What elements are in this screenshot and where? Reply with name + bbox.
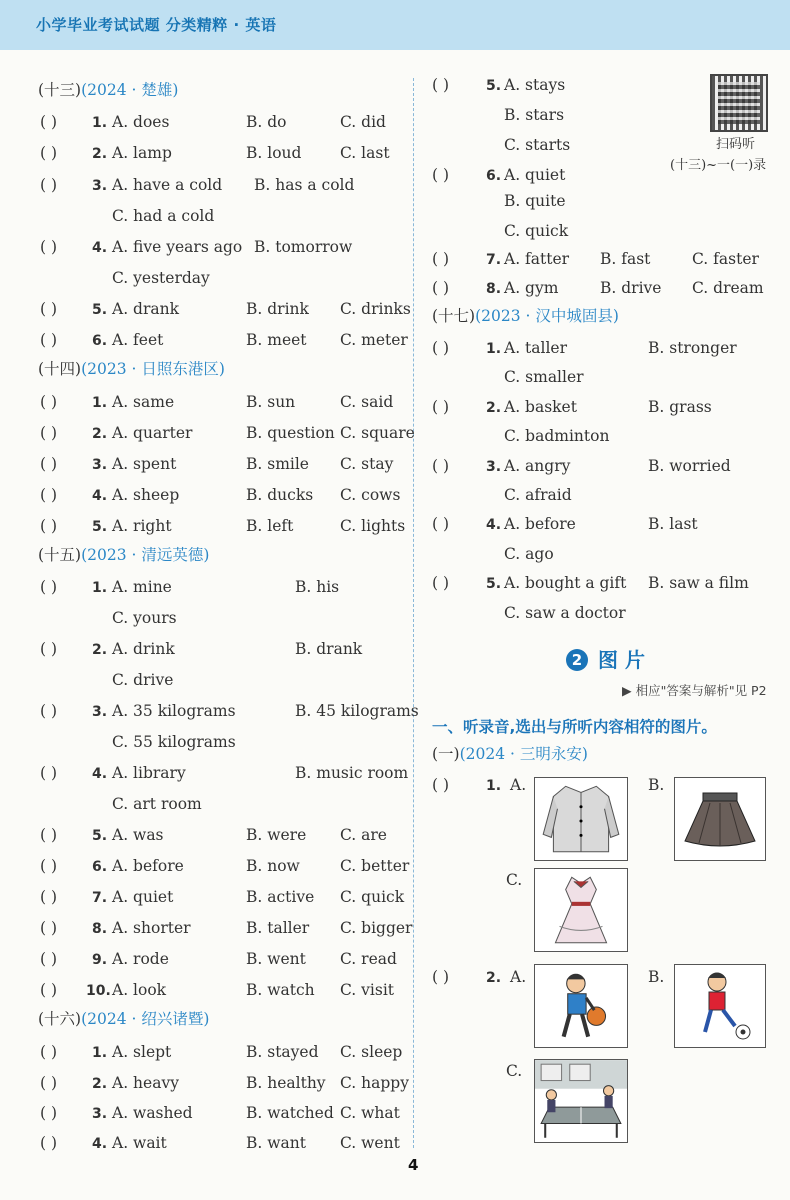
question-number: 5. [92,519,108,535]
option-a[interactable]: A. quiet [112,888,174,906]
option-a[interactable]: A. look [112,981,167,999]
answer-blank[interactable]: ( ) [432,398,450,416]
option-a[interactable]: A. stays [504,76,566,94]
option-a[interactable]: A. gym [504,279,559,297]
answer-blank[interactable]: ( ) [40,176,58,194]
option-c[interactable]: C. badminton [504,427,610,445]
option-a[interactable]: A. sheep [112,486,180,504]
section-source: (2024 · 绍兴诸暨) [81,1010,210,1028]
option-b[interactable]: B. music room [295,764,409,782]
section-label: (十四) [38,360,82,378]
question-row [40,1101,410,1125]
answer-blank[interactable]: ( ) [40,238,58,256]
question-number: 3. [92,1106,108,1122]
answer-blank[interactable]: ( ) [432,457,450,475]
option-c[interactable]: C. what [340,1104,400,1122]
page-header [0,0,790,50]
section-label: (十七) [432,307,476,325]
question-row [40,1131,410,1155]
option-c[interactable]: C. did [340,113,386,131]
option-a[interactable]: A. angry [504,457,571,475]
option-b[interactable]: B. has a cold [254,176,355,194]
option-a[interactable]: A. slept [112,1043,172,1061]
question-row [432,336,790,360]
picture-option-label[interactable]: A. [510,968,527,986]
option-b[interactable]: B. stronger [648,339,737,357]
option-a[interactable]: A. library [112,764,186,782]
option-a[interactable]: A. mine [112,578,172,596]
option-c[interactable]: C. happy [340,1074,409,1092]
section-label: (一) [432,745,460,763]
question-row [40,1040,410,1064]
section-header [38,1007,209,1031]
answer-blank[interactable]: ( ) [432,776,450,794]
question-number: 4. [486,517,502,533]
section-source: (2023 · 清远英德) [81,546,210,564]
option-c[interactable]: C. afraid [504,486,572,504]
answer-blank[interactable]: ( ) [40,981,58,999]
picture-option-label[interactable]: A. [510,776,527,794]
skirt-picture[interactable] [674,777,766,861]
option-c[interactable]: C. went [340,1134,400,1152]
question-number: 9. [92,952,108,968]
question-number: 4. [92,1136,108,1152]
question-row [40,514,410,538]
option-a[interactable]: A. washed [112,1104,193,1122]
option-b[interactable]: B. grass [648,398,712,416]
section-header [38,357,225,381]
section-label: (十三) [38,81,82,99]
option-b[interactable]: B. drink [246,300,309,318]
question-row [40,235,410,259]
option-a[interactable]: A. 35 kilograms [112,702,236,720]
dress-picture[interactable] [534,868,628,952]
answer-blank[interactable]: ( ) [40,1134,58,1152]
answer-blank[interactable]: ( ) [40,455,58,473]
option-c[interactable]: C. said [340,393,394,411]
option-a[interactable]: A. same [112,393,175,411]
option-c[interactable]: C. quick [504,222,569,240]
section-source: (2023 · 汉中城固县) [475,307,619,325]
question-row [432,276,790,300]
answer-blank[interactable]: ( ) [40,113,58,131]
option-b[interactable]: B. taller [246,919,310,937]
shirt-picture[interactable] [534,777,628,861]
qr-label: 扫码听 [716,137,756,152]
answer-blank[interactable]: ( ) [40,1104,58,1122]
option-a[interactable]: A. drink [112,640,175,658]
question-number: 3. [92,178,108,194]
option-a[interactable]: A. before [504,515,576,533]
page-number: 4 [408,1156,419,1174]
option-b[interactable]: B. meet [246,331,307,349]
section-source: (2023 · 日照东港区) [81,360,225,378]
answer-blank[interactable]: ( ) [40,764,58,782]
option-b[interactable]: B. smile [246,455,309,473]
question-number: 1. [486,341,502,357]
option-b[interactable]: B. question [246,424,335,442]
option-a[interactable]: A. quiet [504,166,566,184]
option-a[interactable]: A. drank [112,300,179,318]
question-row [40,947,410,971]
section-2-title [566,644,645,673]
question-number: 4. [92,240,108,256]
option-c[interactable]: C. art room [112,795,202,813]
question-number: 1. [486,778,502,794]
picture-option-label[interactable]: B. [648,776,665,794]
option-b[interactable]: B. worried [648,457,731,475]
option-b[interactable]: B. were [246,826,307,844]
question-row [40,452,410,476]
option-a[interactable]: A. right [112,517,172,535]
question-number: 4. [92,488,108,504]
option-a[interactable]: A. was [112,826,164,844]
answer-blank[interactable]: ( ) [40,300,58,318]
answer-blank[interactable]: ( ) [432,166,450,184]
option-b[interactable]: B. watch [246,981,315,999]
section-badge: 2 [566,649,588,671]
section-header [38,78,178,102]
question-row [40,328,410,352]
question-row [40,823,410,847]
picture-option-label[interactable]: C. [506,1062,523,1080]
answer-blank[interactable]: ( ) [432,968,450,986]
option-b[interactable]: B. stayed [246,1043,319,1061]
question-number: 5. [486,78,502,94]
option-b[interactable]: B. do [246,113,287,131]
option-c[interactable]: C. square [340,424,415,442]
option-c[interactable]: C. drive [112,671,174,689]
option-a[interactable]: A. feet [112,331,164,349]
question-row [40,699,419,723]
question-row [40,173,410,197]
option-c[interactable]: C. smaller [504,368,584,386]
answer-blank[interactable]: ( ) [40,578,58,596]
answer-blank[interactable]: ( ) [40,144,58,162]
option-c[interactable]: C. cows [340,486,401,504]
option-c[interactable]: C. read [340,950,397,968]
option-b[interactable]: B. active [246,888,315,906]
option-a[interactable]: A. rode [112,950,169,968]
section-source: (2024 · 楚雄) [81,81,179,99]
option-a[interactable]: A. heavy [112,1074,179,1092]
option-c[interactable]: C. had a cold [112,207,215,225]
option-c[interactable]: C. last [340,144,390,162]
option-c[interactable]: C. are [340,826,387,844]
answer-blank[interactable]: ( ) [432,76,450,94]
question-number: 3. [486,459,502,475]
question-row [40,978,410,1002]
option-b[interactable]: B. fast [600,250,651,268]
question-number: 3. [92,457,108,473]
option-c[interactable]: C. drinks [340,300,411,318]
option-c[interactable]: C. visit [340,981,395,999]
answer-blank[interactable]: ( ) [432,279,450,297]
option-a[interactable]: A. lamp [112,144,172,162]
answer-blank[interactable]: ( ) [40,486,58,504]
option-c[interactable]: C. yours [112,609,177,627]
question-row [40,885,410,909]
column-divider [413,78,414,1148]
answer-reference: ▶ 相应"答案与解析"见 P2 [622,683,767,698]
answer-blank[interactable]: ( ) [40,331,58,349]
question-number: 2. [92,146,108,162]
question-row [40,297,410,321]
question-row [40,1071,410,1095]
part-one-section-header [432,742,588,766]
question-row [432,571,790,595]
question-row [40,141,410,165]
table-tennis-picture[interactable] [534,1059,628,1143]
option-a[interactable]: A. spent [112,455,177,473]
answer-blank[interactable]: ( ) [40,393,58,411]
option-b[interactable]: B. saw a film [648,574,749,592]
option-a[interactable]: A. shorter [112,919,191,937]
question-row [40,390,410,414]
option-a[interactable]: A. have a cold [112,176,223,194]
answer-blank[interactable]: ( ) [40,640,58,658]
picture-option-label[interactable]: B. [648,968,665,986]
answer-blank[interactable]: ( ) [432,574,450,592]
option-a[interactable]: A. fatter [504,250,570,268]
question-number: 7. [92,890,108,906]
option-b[interactable]: B. his [295,578,340,596]
question-number: 1. [92,1045,108,1061]
option-a[interactable]: A. does [112,113,170,131]
answer-blank[interactable]: ( ) [40,1074,58,1092]
option-a[interactable]: A. quarter [112,424,193,442]
question-row [40,916,413,940]
option-b[interactable]: B. ducks [246,486,314,504]
basketball-boy-picture[interactable] [534,964,628,1048]
question-number: 6. [92,333,108,349]
option-c[interactable]: C. starts [504,136,571,154]
answer-blank[interactable]: ( ) [432,339,450,357]
option-b[interactable]: B. 45 kilograms [295,702,419,720]
book-title: 小学毕业考试试题 分类精粹 · 英语 [36,16,277,34]
question-row [432,395,790,419]
section-source: (2024 · 三明永安) [459,745,588,763]
option-b[interactable]: B. healthy [246,1074,326,1092]
option-c[interactable]: C. stay [340,455,394,473]
option-b[interactable]: B. drive [600,279,662,297]
question-row [40,575,410,599]
answer-blank[interactable]: ( ) [432,250,450,268]
question-number: 2. [486,400,502,416]
question-number: 6. [92,859,108,875]
option-b[interactable]: B. tomorrow [254,238,353,256]
option-b[interactable]: B. left [246,517,294,535]
answer-blank[interactable]: ( ) [40,950,58,968]
option-b[interactable]: B. quite [504,192,566,210]
picture-option-label[interactable]: C. [506,871,523,889]
question-row [432,454,790,478]
question-row [40,483,410,507]
question-number: 5. [92,828,108,844]
answer-blank[interactable]: ( ) [432,515,450,533]
section-header [432,304,619,328]
question-row [40,421,415,445]
answer-blank[interactable]: ( ) [40,857,58,875]
question-number: 2. [92,426,108,442]
section-label: (十六) [38,1010,82,1028]
option-c[interactable]: C. saw a doctor [504,604,626,622]
answer-blank[interactable]: ( ) [40,1043,58,1061]
option-a[interactable]: A. wait [112,1134,167,1152]
option-a[interactable]: A. basket [504,398,577,416]
question-number: 4. [92,766,108,782]
question-number: 5. [486,576,502,592]
question-number: 1. [92,580,108,596]
option-a[interactable]: A. bought a gift [504,574,627,592]
option-a[interactable]: A. five years ago [112,238,243,256]
option-b[interactable]: B. drank [295,640,363,658]
option-a[interactable]: A. taller [504,339,568,357]
option-c[interactable]: C. better [340,857,410,875]
option-a[interactable]: A. before [112,857,184,875]
option-c[interactable]: C. ago [504,545,554,563]
option-b[interactable]: B. last [648,515,698,533]
option-c[interactable]: C. quick [340,888,405,906]
section-label: (十五) [38,546,82,564]
option-c[interactable]: C. lights [340,517,406,535]
option-c[interactable]: C. dream [692,279,764,297]
option-b[interactable]: B. now [246,857,300,875]
question-row [40,761,410,785]
question-number: 2. [92,1076,108,1092]
option-b[interactable]: B. stars [504,106,565,124]
answer-blank[interactable]: ( ) [40,888,58,906]
question-row [40,854,410,878]
answer-blank[interactable]: ( ) [40,826,58,844]
question-row [40,637,410,661]
qr-code-icon[interactable] [710,74,768,132]
answer-blank[interactable]: ( ) [40,424,58,442]
question-number: 8. [92,921,108,937]
question-number: 7. [486,252,502,268]
question-number: 2. [92,642,108,658]
option-b[interactable]: B. went [246,950,306,968]
option-c[interactable]: C. yesterday [112,269,210,287]
option-b[interactable]: B. loud [246,144,302,162]
section-title-text: 图 片 [598,648,645,672]
question-number: 1. [92,115,108,131]
qr-range: (十三)~一(一)录 [670,158,767,173]
question-number: 1. [92,395,108,411]
question-row [432,247,790,271]
option-b[interactable]: B. want [246,1134,306,1152]
option-c[interactable]: C. 55 kilograms [112,733,236,751]
question-number: 3. [92,704,108,720]
football-boy-picture[interactable] [674,964,766,1048]
question-row [432,512,790,536]
question-number: 10. [86,983,111,999]
option-b[interactable]: B. watched [246,1104,334,1122]
answer-blank[interactable]: ( ) [40,702,58,720]
answer-blank[interactable]: ( ) [40,919,58,937]
option-c[interactable]: C. meter [340,331,408,349]
option-c[interactable]: C. sleep [340,1043,403,1061]
option-c[interactable]: C. faster [692,250,759,268]
option-c[interactable]: C. bigger [340,919,413,937]
question-number: 8. [486,281,502,297]
question-number: 2. [486,970,502,986]
question-number: 6. [486,168,502,184]
question-number: 5. [92,302,108,318]
question-row [40,110,410,134]
section-header [38,543,209,567]
part-one-instruction: 一、听录音,选出与所听内容相符的图片。 [432,718,717,736]
answer-blank[interactable]: ( ) [40,517,58,535]
option-b[interactable]: B. sun [246,393,296,411]
